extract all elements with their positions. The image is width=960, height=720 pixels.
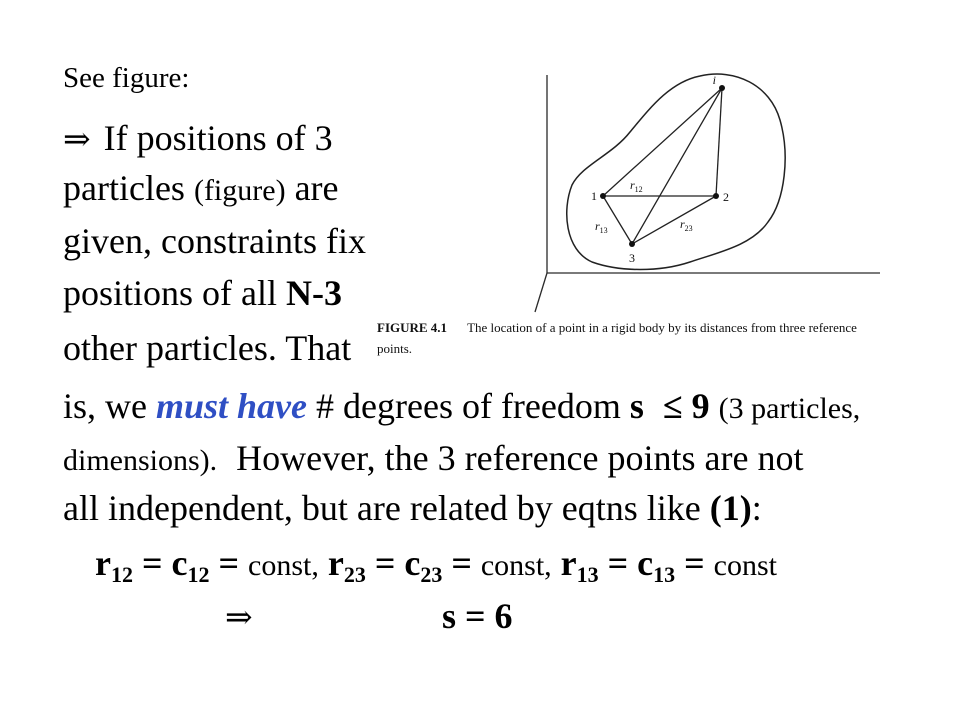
point-1 [600, 193, 606, 199]
eq1-const: const, [248, 549, 319, 582]
eq3-c-sub: 13 [653, 562, 676, 587]
line7-var: s [629, 386, 644, 426]
label-point-1: 1 [591, 189, 597, 203]
label-point-3: 3 [629, 251, 635, 265]
equation-r12 [95, 543, 319, 587]
line3-word: particles [63, 168, 185, 208]
coordinate-axes [535, 75, 880, 312]
line2-text: If positions of 3 [103, 118, 333, 158]
line7-emphasis: must have [156, 386, 308, 426]
equation-r23 [327, 543, 552, 587]
segment-3-i [632, 88, 722, 244]
label-r12-base: r [630, 178, 635, 192]
result-text: s = 6 [442, 596, 513, 636]
figure-caption-continuation: points. [377, 341, 413, 356]
line-particles [63, 170, 339, 209]
line4-text: given, constraints fix [63, 221, 366, 261]
line-positions-of-all [63, 275, 342, 311]
line-independent [63, 490, 762, 526]
eq3-equals-1: = [607, 543, 629, 583]
eq1-r-sub: 12 [110, 562, 133, 587]
see-figure-label: See figure: [63, 62, 190, 94]
line-positions-of-3 [63, 120, 333, 157]
line5-text: positions of all [63, 273, 277, 313]
figure-labels [591, 73, 729, 265]
label-r12 [630, 178, 643, 194]
label-r13-sub: 13 [599, 226, 608, 235]
line9-ref: (1) [709, 488, 752, 528]
eq3-equals-2: = [684, 543, 705, 583]
point-3 [629, 241, 635, 247]
line3-end: are [294, 168, 339, 208]
eq3-r: r [560, 543, 577, 583]
label-r13 [595, 219, 608, 235]
figure-caption-line2 [377, 342, 412, 356]
less-equal-symbol: ≤ [662, 386, 683, 426]
eq1-r: r [95, 543, 111, 583]
implies-arrow-icon: ⇒ [63, 119, 91, 158]
conclusion-arrow [225, 598, 253, 635]
line9-end: : [751, 488, 762, 528]
eq2-r-sub: 23 [343, 562, 366, 587]
segment-2-i [716, 88, 722, 196]
label-r23-base: r [680, 217, 685, 231]
eq1-c-sub: 12 [187, 562, 210, 587]
eq3-const: const [713, 549, 777, 582]
eq1-c: c [171, 543, 188, 583]
eq1-equals-2: = [218, 543, 239, 583]
line7-middle: # degrees of freedom [316, 386, 621, 426]
constraint-equations [95, 545, 777, 586]
point-2 [713, 193, 719, 199]
eq2-c-sub: 23 [420, 562, 443, 587]
label-point-i: i [712, 73, 716, 87]
eq2-equals-1: = [374, 543, 396, 583]
segment-1-3 [603, 196, 632, 244]
line-constraints [63, 223, 366, 259]
line-degrees-of-freedom [63, 388, 860, 427]
see-figure-text [63, 64, 189, 93]
eq2-c: c [404, 543, 421, 583]
line3-aside: (figure) [193, 174, 286, 207]
label-r23-sub: 23 [684, 224, 693, 233]
figure-caption-label: FIGURE 4.1 [377, 320, 448, 335]
rigid-body-figure [520, 60, 950, 322]
segment-3-2 [632, 196, 716, 244]
line7-value: 9 [691, 386, 710, 426]
line6-text: other particles. That [63, 328, 352, 368]
rigid-body-outline [567, 74, 785, 269]
eq2-equals-2: = [451, 543, 472, 583]
line8-aside: dimensions). [63, 444, 218, 477]
eq2-const: const, [480, 549, 552, 582]
eq2-r: r [327, 543, 344, 583]
line9-text: all independent, but are related by eqtns like [63, 488, 701, 528]
figure-caption-text: The location of a point in a rigid body by its distances from three reference [467, 320, 857, 335]
conclusion-result [442, 598, 513, 634]
line5-bold: N-3 [286, 273, 342, 313]
line7-aside: (3 particles, [718, 392, 861, 425]
eq3-c: c [637, 543, 654, 583]
label-r12-sub: 12 [634, 185, 643, 194]
figure-caption-line1 [377, 321, 857, 335]
line-other-particles [63, 330, 351, 366]
label-r23 [680, 217, 693, 233]
label-r13-base: r [595, 219, 600, 233]
distance-segments [603, 88, 722, 244]
eq3-r-sub: 13 [576, 562, 599, 587]
line8-text: However, the 3 reference points are not [236, 438, 804, 478]
line7-start: is, we [63, 386, 147, 426]
diagonal-axis [535, 273, 547, 312]
eq1-equals-1: = [141, 543, 163, 583]
label-point-2: 2 [723, 190, 729, 204]
point-i [719, 85, 725, 91]
equation-r13 [560, 543, 777, 587]
line-dimensions [63, 440, 803, 479]
implies-arrow-icon: ⇒ [225, 597, 253, 636]
